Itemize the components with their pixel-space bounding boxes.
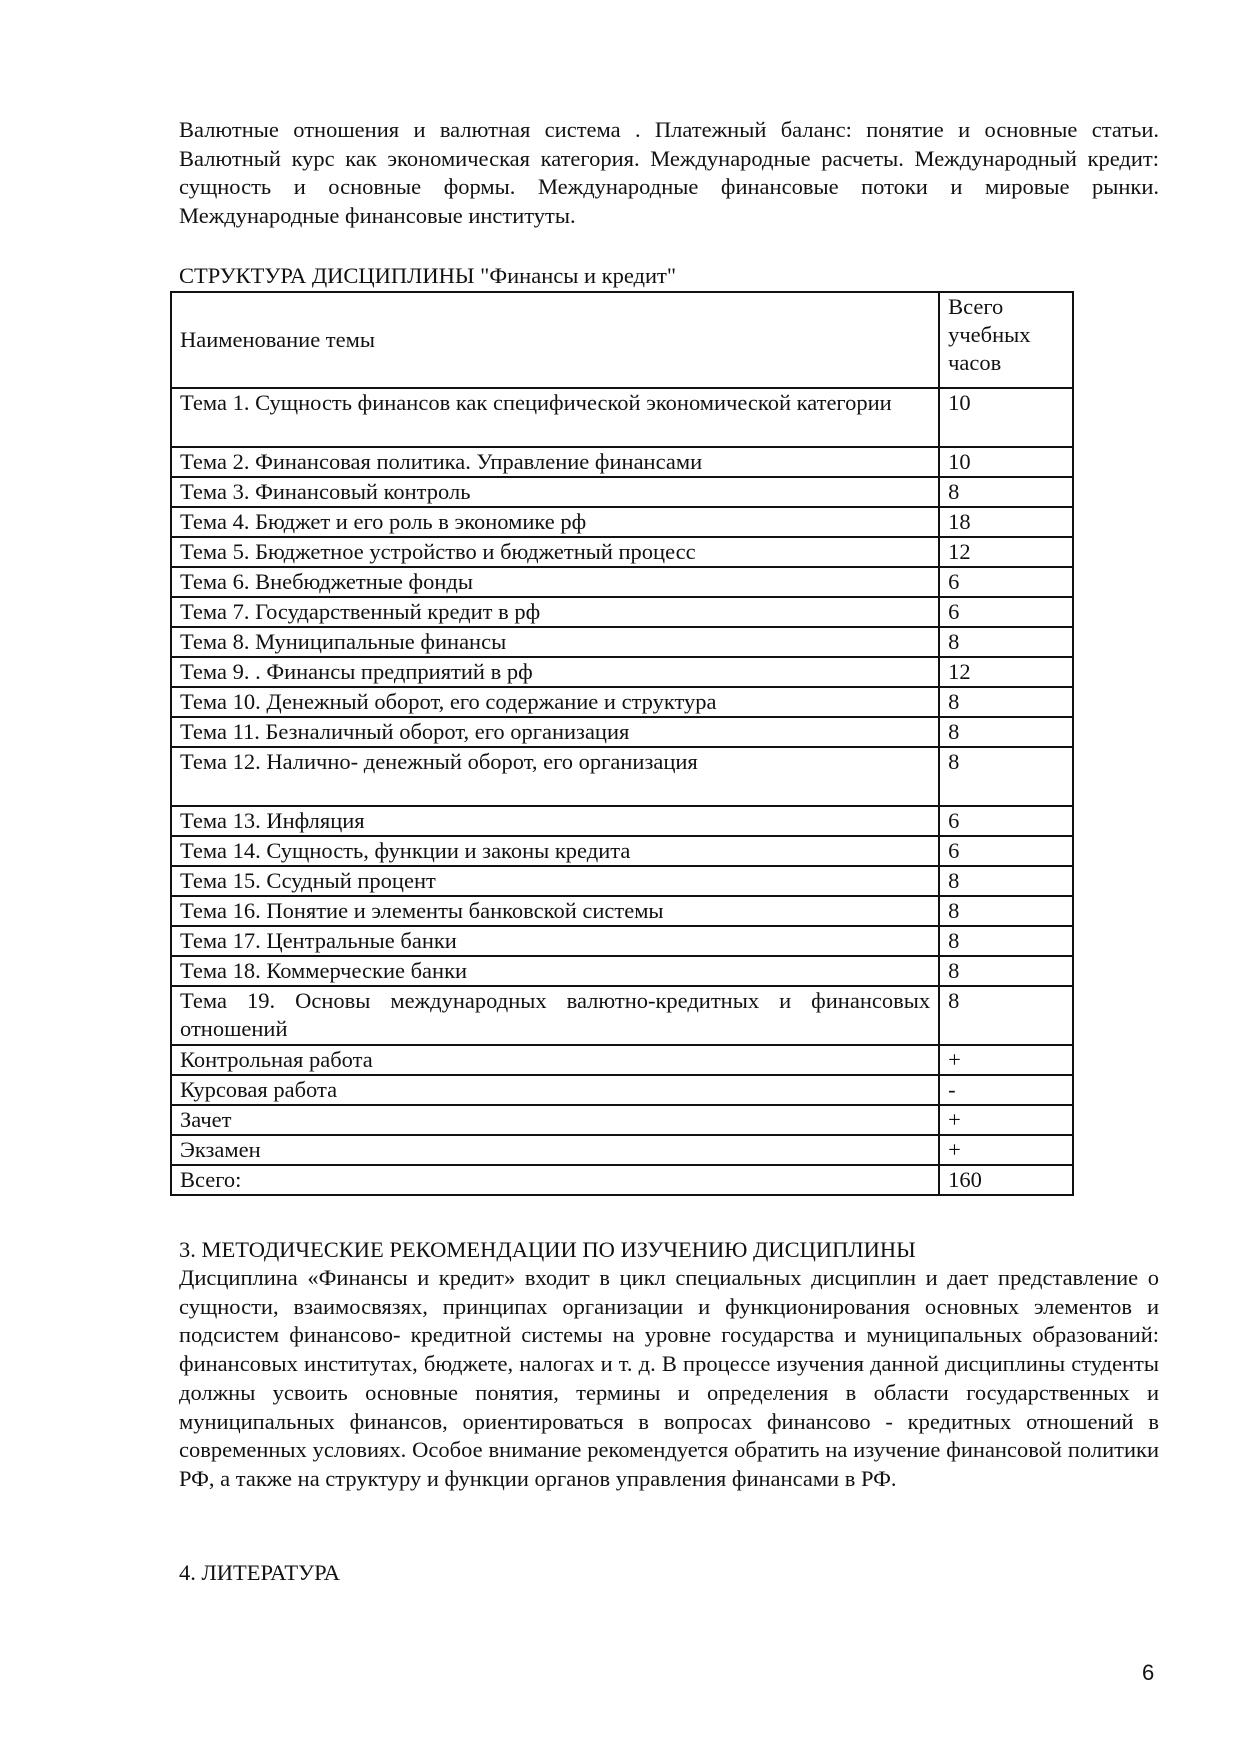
hours-cell: 6: [939, 806, 1073, 836]
table-row: [171, 806, 1073, 836]
hours-cell: 8: [939, 477, 1073, 507]
topic-cell: Тема 3. Финансовый контроль: [171, 477, 939, 507]
table-row: [171, 836, 1073, 866]
table-row: [171, 477, 1073, 507]
section-3-heading: 3. МЕТОДИЧЕСКИЕ РЕКОМЕНДАЦИИ ПО ИЗУЧЕНИЮ ДИСЦИПЛИНЫ: [179, 1237, 916, 1262]
table-row: [171, 657, 1073, 687]
topic-cell: Тема 6. Внебюджетные фонды: [171, 567, 939, 597]
table-row: [171, 507, 1073, 537]
table-row: [171, 1105, 1073, 1135]
topic-cell: Зачет: [171, 1105, 939, 1135]
table-row: [171, 866, 1073, 896]
hours-cell: 12: [939, 537, 1073, 567]
topic-cell: Контрольная работа: [171, 1045, 939, 1075]
table-row: [171, 747, 1073, 806]
table-body: [171, 388, 1073, 1195]
hours-cell: 10: [939, 447, 1073, 477]
topic-cell: Тема 9. . Финансы предприятий в рф: [171, 657, 939, 687]
hours-cell: 12: [939, 657, 1073, 687]
topic-cell: Курсовая работа: [171, 1075, 939, 1105]
hours-cell: 6: [939, 567, 1073, 597]
table-header-row: [171, 292, 1073, 388]
topic-cell: Тема 8. Муниципальные финансы: [171, 627, 939, 657]
hours-cell: 8: [939, 717, 1073, 747]
topic-cell: Тема 11. Безналичный оборот, его организация: [171, 717, 939, 747]
structure-table: [170, 291, 1074, 1196]
hours-cell: 8: [939, 926, 1073, 956]
table-row: [171, 717, 1073, 747]
table-row: [171, 1075, 1073, 1105]
topic-cell: Тема 16. Понятие и элементы банковской системы: [171, 896, 939, 926]
topic-cell: Тема 5. Бюджетное устройство и бюджетный процесс: [171, 537, 939, 567]
hours-cell: 18: [939, 507, 1073, 537]
section-3-paragraph: Дисциплина «Финансы и кредит» входит в цикл специальных дисциплин и дает представление о сущности, взаимосвязях, принципах организации и функционирования основных элементов и подсистем финансово- кредитной системы на уровне государства и муниципальных образований: финансовых институтах, бюджете, налогах и т. д. В процессе изучения данной дисциплины студенты должны усвоить основные понятия, термины и определения в области государственных и муниципальных финансов, ориентироваться в вопросах финансово - кредитных отношений в современных условиях. Особое внимание рекомендуется обратить на изучение финансовой политики РФ, а также на структуру и функции органов управления финансами в РФ.: [179, 1265, 1159, 1491]
header-hours: Всего учебных часов: [939, 292, 1073, 388]
hours-cell: 8: [939, 687, 1073, 717]
hours-cell: 8: [939, 956, 1073, 986]
hours-cell: 10: [939, 388, 1073, 447]
topic-cell: Тема 4. Бюджет и его роль в экономике рф: [171, 507, 939, 537]
table-row: [171, 926, 1073, 956]
topic-cell: Тема 14. Сущность, функции и законы кредита: [171, 836, 939, 866]
table-caption: СТРУКТУРА ДИСЦИПЛИНЫ "Финансы и кредит": [179, 263, 677, 288]
topic-cell: Тема 12. Налично- денежный оборот, его организация: [171, 747, 939, 806]
table-row: [171, 986, 1073, 1045]
hours-cell: 6: [939, 836, 1073, 866]
hours-cell: 6: [939, 597, 1073, 627]
topic-cell: Тема 10. Денежный оборот, его содержание и структура: [171, 687, 939, 717]
table-row: [171, 537, 1073, 567]
hours-cell: 8: [939, 627, 1073, 657]
table-row: [171, 597, 1073, 627]
hours-cell: +: [939, 1105, 1073, 1135]
table-row: [171, 896, 1073, 926]
table-row: [171, 1135, 1073, 1165]
topic-cell: Тема 13. Инфляция: [171, 806, 939, 836]
hours-cell: 8: [939, 747, 1073, 806]
topic-cell: Тема 15. Ссудный процент: [171, 866, 939, 896]
topic-cell: Тема 1. Сущность финансов как специфической экономической категории: [171, 388, 939, 447]
topic-cell: Тема 19. Основы международных валютно-кредитных и финансовых отношений: [171, 986, 939, 1045]
table-row: [171, 956, 1073, 986]
page-number: 6: [1142, 1660, 1155, 1685]
hours-cell: 8: [939, 896, 1073, 926]
header-topic: Наименование темы: [171, 292, 939, 388]
hours-cell: 8: [939, 986, 1073, 1045]
table-row: [171, 627, 1073, 657]
table-row: [171, 687, 1073, 717]
hours-cell: 160: [939, 1165, 1073, 1195]
topic-cell: Тема 2. Финансовая политика. Управление финансами: [171, 447, 939, 477]
hours-cell: -: [939, 1075, 1073, 1105]
section-4-heading: 4. ЛИТЕРАТУРА: [179, 1560, 340, 1585]
topic-cell: Всего:: [171, 1165, 939, 1195]
topic-cell: Тема 18. Коммерческие банки: [171, 956, 939, 986]
topic-cell: Экзамен: [171, 1135, 939, 1165]
table-row: [171, 388, 1073, 447]
hours-cell: 8: [939, 866, 1073, 896]
intro-paragraph: Валютные отношения и валютная система . Платежный баланс: понятие и основные статьи. Валютный курс как экономическая категория. Международные расчеты. Международный кредит: сущность и основные формы. Международные финансовые потоки и мировые рынки. Международные финансовые институты.: [179, 117, 1159, 229]
table-row: [171, 1165, 1073, 1195]
table-row: [171, 447, 1073, 477]
hours-cell: +: [939, 1135, 1073, 1165]
table-row: [171, 1045, 1073, 1075]
topic-cell: Тема 7. Государственный кредит в рф: [171, 597, 939, 627]
hours-cell: +: [939, 1045, 1073, 1075]
topic-cell: Тема 17. Центральные банки: [171, 926, 939, 956]
table-row: [171, 567, 1073, 597]
